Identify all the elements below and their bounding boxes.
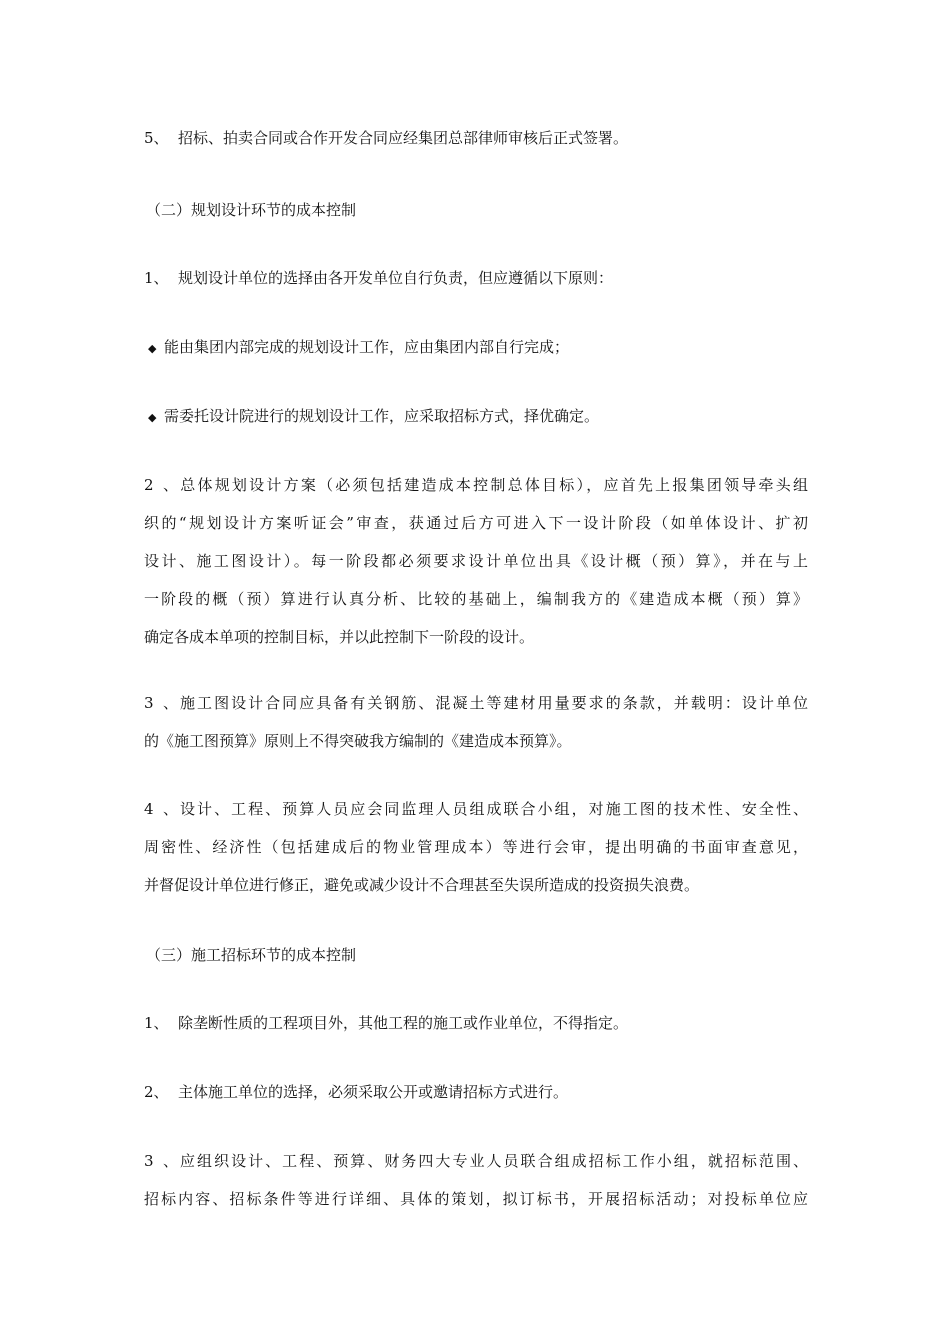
bullet-text: 需委托设计院进行的规划设计工作，应采取招标方式，择优确定。 — [164, 407, 600, 425]
paragraph-1-design-unit-selection — [144, 269, 808, 287]
paragraph-line: 周密性、经济性（包括建成后的物业管理成本）等进行会审，提出明确的书面审查意见， — [144, 838, 808, 856]
item-number: 4、 — [144, 800, 178, 818]
paragraph-line: 织的“规划设计方案听证会”审查，获通过后方可进入下一设计阶段（如单体设计、扩初 — [144, 514, 808, 532]
item-number: 2、 — [144, 476, 178, 494]
paragraph-text: 规划设计单位的选择由各开发单位自行负责，但应遵循以下原则： — [178, 269, 614, 287]
paragraph-line: 确定各成本单项的控制目标，并以此控制下一阶段的设计。 — [144, 628, 535, 646]
paragraph-text: 主体施工单位的选择，必须采取公开或邀请招标方式进行。 — [178, 1083, 569, 1101]
bullet-item-tender-design — [148, 407, 812, 427]
paragraph-1-no-designation — [144, 1014, 808, 1032]
paragraph-text: 应组织设计、工程、预算、财务四大专业人员联合组成招标工作小组，就招标范围、 — [178, 1152, 808, 1170]
item-number: 1、 — [144, 1014, 169, 1032]
paragraph-line — [144, 1152, 808, 1170]
item-number: 5、 — [144, 129, 169, 147]
paragraph-5-contract-signing — [144, 129, 808, 147]
paragraph-text: 施工图设计合同应具备有关钢筋、混凝土等建材用量要求的条款，并载明：设计单位 — [178, 694, 808, 712]
bullet-item-internal-design — [148, 338, 812, 358]
paragraph-line — [144, 476, 808, 494]
paragraph-line — [144, 800, 808, 818]
paragraph-text: 设计、工程、预算人员应会同监理人员组成联合小组，对施工图的技术性、安全性、 — [178, 800, 808, 818]
diamond-bullet-icon: ◆ — [148, 411, 157, 424]
paragraph-line: 并督促设计单位进行修正，避免或减少设计不合理甚至失误所造成的投资损失浪费。 — [144, 876, 700, 894]
diamond-bullet-icon: ◆ — [148, 342, 157, 355]
item-number: 1、 — [144, 269, 169, 287]
paragraph-line: 一阶段的概（预）算进行认真分析、比较的基础上，编制我方的《建造成本概（预）算》 — [144, 590, 808, 608]
paragraph-line: 招标内容、招标条件等进行详细、具体的策划，拟订标书，开展招标活动；对投标单位应 — [144, 1190, 808, 1208]
item-number: 3、 — [144, 1152, 178, 1170]
bullet-text: 能由集团内部完成的规划设计工作，应由集团内部自行完成； — [164, 338, 570, 356]
paragraph-text: 招标、拍卖合同或合作开发合同应经集团总部律师审核后正式签署。 — [178, 129, 629, 147]
paragraph-text: 除垄断性质的工程项目外，其他工程的施工或作业单位，不得指定。 — [178, 1014, 629, 1032]
paragraph-2-main-contractor — [144, 1083, 808, 1101]
paragraph-text: 总体规划设计方案（必须包括建造成本控制总体目标），应首先上报集团领导牵头组 — [178, 476, 808, 494]
item-number: 3、 — [144, 694, 178, 712]
section-heading-planning-design: （二）规划设计环节的成本控制 — [146, 201, 357, 219]
item-number: 2、 — [144, 1083, 169, 1101]
paragraph-line: 的《施工图预算》原则上不得突破我方编制的《建造成本预算》。 — [144, 732, 572, 750]
paragraph-line — [144, 694, 808, 712]
section-heading-construction-tender: （三）施工招标环节的成本控制 — [146, 946, 357, 964]
paragraph-line: 设计、施工图设计）。每一阶段都必须要求设计单位出具《设计概（预）算》，并在与上 — [144, 552, 808, 570]
